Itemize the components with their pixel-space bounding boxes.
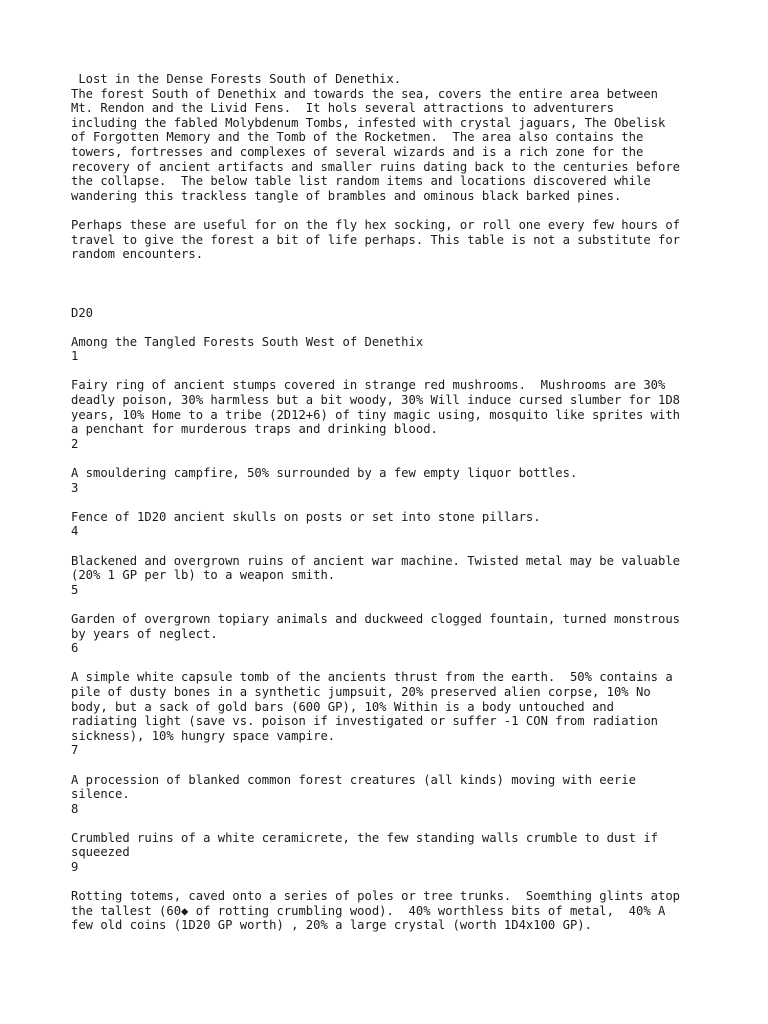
text-line (71, 656, 711, 671)
text-line (71, 816, 711, 831)
text-line: towers, fortresses and complexes of several wizards and is a rich zone for the (71, 144, 644, 159)
text-line: few old coins (1D20 GP worth) , 20% a large crystal (worth 1D4x100 GP). (71, 918, 592, 933)
text-line: body, but a sack of gold bars (600 GP), 10% Within is a body untouched and (71, 699, 614, 714)
text-line: 5 (71, 582, 79, 597)
text-line: Perhaps these are useful for on the fly hex socking, or roll one every few hours of (71, 217, 681, 232)
text-line (71, 320, 711, 335)
text-line: Lost in the Dense Forests South of Denethix. (71, 72, 402, 86)
text-line: recovery of ancient artifacts and smaller ruins dating back to the centuries before (71, 159, 681, 174)
text-line: years, 10% Home to a tribe (2D12+6) of tiny magic using, mosquito like sprites with (71, 407, 681, 422)
text-line (71, 597, 711, 612)
text-line: Garden of overgrown topiary animals and duckweed clogged fountain, turned monstrous (71, 611, 681, 626)
text-line: including the fabled Molybdenum Tombs, infested with crystal jaguars, The Obelisk (71, 115, 666, 130)
text-line: of Forgotten Memory and the Tomb of the Rocketmen. The area also contains the (71, 130, 644, 145)
text-line: Mt. Rendon and the Livid Fens. It hols several attractions to adventurers (71, 101, 614, 116)
text-line: 1 (71, 349, 79, 364)
text-line (71, 364, 711, 379)
text-line: by years of neglect. (71, 626, 218, 641)
text-line: radiating light (save vs. poison if investigated or suffer -1 CON from radiation (71, 714, 658, 729)
text-line: 2 (71, 436, 79, 451)
text-line (71, 276, 711, 291)
text-line: squeezed (71, 845, 130, 860)
text-line: Rotting totems, caved onto a series of poles or tree trunks. Soemthing glints atop (71, 889, 681, 904)
text-line: Fence of 1D20 ancient skulls on posts or set into stone pillars. (71, 509, 541, 524)
text-line: silence. (71, 787, 130, 802)
text-line (71, 451, 711, 466)
text-line: 6 (71, 641, 79, 656)
text-line (71, 539, 711, 554)
text-line (71, 875, 711, 890)
text-line (71, 291, 711, 306)
text-line (71, 203, 711, 218)
text-line: sickness), 10% hungry space vampire. (71, 728, 336, 743)
text-line: the collapse. The below table list random items and locations discovered while (71, 174, 651, 189)
text-line: 4 (71, 524, 79, 539)
text-line (71, 758, 711, 773)
text-line: wandering this trackless tangle of brambles and ominous black barked pines. (71, 188, 622, 203)
text-line: travel to give the forest a bit of life perhaps. This table is not a substitute for (71, 232, 681, 247)
text-line: The forest South of Denethix and towards the sea, covers the entire area between (71, 86, 658, 101)
text-line: random encounters. (71, 247, 204, 262)
text-line: (20% 1 GP per lb) to a weapon smith. (71, 568, 336, 583)
text-line: A procession of blanked common forest creatures (all kinds) moving with eerie (71, 772, 636, 787)
text-line: the tallest (60◆ of rotting crumbling wood). 40% worthless bits of metal, 40% A (71, 903, 666, 918)
text-line (71, 262, 711, 277)
text-line: a penchant for murderous traps and drinking blood. (71, 422, 438, 437)
text-line: 8 (71, 801, 79, 816)
document-body (71, 72, 711, 933)
text-line: 7 (71, 743, 79, 758)
text-line: Blackened and overgrown ruins of ancient war machine. Twisted metal may be valuable (71, 553, 681, 568)
text-line: Fairy ring of ancient stumps covered in strange red mushrooms. Mushrooms are 30% (71, 378, 666, 393)
text-line: 9 (71, 860, 79, 875)
text-line: A smouldering campfire, 50% surrounded by a few empty liquor bottles. (71, 466, 578, 481)
text-line: 3 (71, 480, 79, 495)
text-line: pile of dusty bones in a synthetic jumpsuit, 20% preserved alien corpse, 10% No (71, 684, 651, 699)
text-line (71, 495, 711, 510)
text-line: D20 (71, 305, 94, 320)
text-line: deadly poison, 30% harmless but a bit woody, 30% Will induce cursed slumber for 1D8 (71, 393, 681, 408)
text-line: Among the Tangled Forests South West of Denethix (71, 334, 424, 349)
text-line: Crumbled ruins of a white ceramicrete, the few standing walls crumble to dust if (71, 830, 658, 845)
text-line: A simple white capsule tomb of the ancients thrust from the earth. 50% contains a (71, 670, 673, 685)
